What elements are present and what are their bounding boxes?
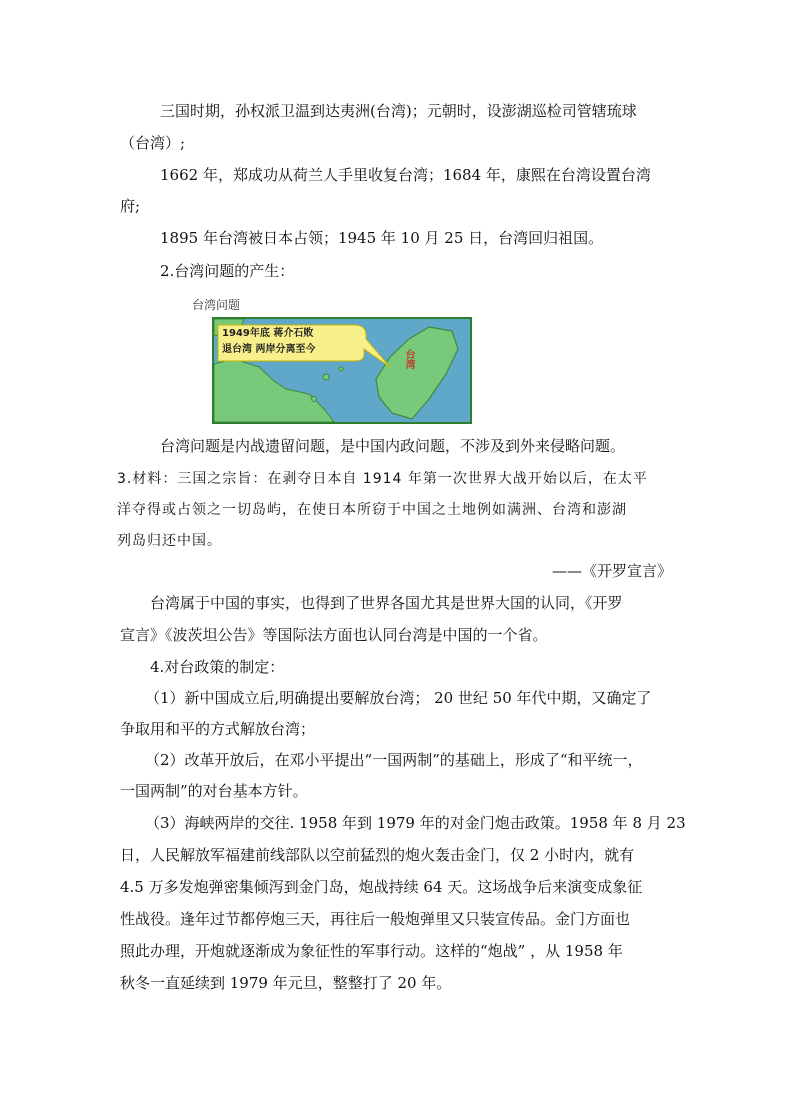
small-island <box>339 367 343 371</box>
comment-line-1: 台湾属于中国的事实，也得到了世界各国尤其是世界大国的认同，《开罗 <box>150 594 623 612</box>
map-caption: 台湾问题 <box>192 298 241 312</box>
section2-heading: 2.台湾问题的产生： <box>160 262 295 280</box>
callout-line-2: 退台湾 两岸分离至今 <box>222 344 316 355</box>
policy-2-line-1: （2）改革开放后，在邓小平提出“一国两制”的基础上，形成了“和平统一， <box>145 751 643 769</box>
material-line-1: 3.材料：三国之宗旨：在剥夺日本自 1914 年第一次世界大战开始以后，在太平 <box>117 471 648 487</box>
policy-3-line-5: 照此办理，开炮就逐渐成为象征性的军事行动。这样的“炮战” ，从 1958 年 <box>120 942 623 960</box>
history-line-1: 三国时期，孙权派卫温到达夷洲(台湾)；元朝时，设澎湖巡检司管辖琉球 <box>160 102 637 120</box>
policy-3-line-3: 4.5 万多发炮弹密集倾泻到金门岛，炮战持续 64 天。这场战争后来演变成象征 <box>120 878 643 896</box>
comment-line-2: 宣言》《波茨坦公告》等国际法方面也认同台湾是中国的一个省。 <box>120 626 548 644</box>
callout-text <box>222 326 315 358</box>
policy-2-line-2: 一国两制”的对台基本方针。 <box>120 782 308 800</box>
policy-3-line-1: （3）海峡两岸的交往. 1958 年到 1979 年的对金门炮击政策。1958 年 8 月 23 <box>145 814 686 832</box>
history-line-2: （台湾）; <box>120 134 186 152</box>
small-island <box>312 397 317 402</box>
material-source: ——《开罗宣言》 <box>552 562 673 580</box>
material-line-3: 列岛归还中国。 <box>117 533 222 549</box>
section2-conclusion: 台湾问题是内战遗留问题，是中国内政问题，不涉及到外来侵略问题。 <box>160 437 626 455</box>
callout-line-1: 1949年底 蒋介石败 <box>222 328 314 339</box>
section4-heading: 4.对台政策的制定： <box>150 658 285 676</box>
policy-3-line-4: 性战役。逢年过节都停炮三天，再往后一般炮弹里又只装宣传品。金门方面也 <box>120 910 631 928</box>
taiwan-map-figure <box>190 300 475 425</box>
penghu-island <box>323 374 329 380</box>
history-line-4: 府; <box>120 197 141 215</box>
history-line-5: 1895 年台湾被日本占领；1945 年 10 月 25 日，台湾回归祖国。 <box>160 229 604 247</box>
material-line-2: 洋夺得或占领之一切岛屿，在使日本所窃于中国之土地例如满洲、台湾和澎湖 <box>117 502 627 518</box>
policy-3-line-6: 秋冬一直延续到 1979 年元旦，整整打了 20 年。 <box>120 974 452 992</box>
policy-3-line-2: 日，人民解放军福建前线部队以空前猛烈的炮火轰击金门，仅 2 小时内，就有 <box>120 846 635 864</box>
map-image <box>212 317 472 424</box>
history-line-3: 1662 年，郑成功从荷兰人手里收复台湾；1684 年，康熙在台湾设置台湾 <box>160 166 651 184</box>
policy-1-line-2: 争取用和平的方式解放台湾； <box>120 720 316 738</box>
island-label: 台湾 <box>403 349 414 369</box>
policy-1-line-1: （1）新中国成立后,明确提出要解放台湾； 20 世纪 50 年代中期，又确定了 <box>145 689 652 707</box>
